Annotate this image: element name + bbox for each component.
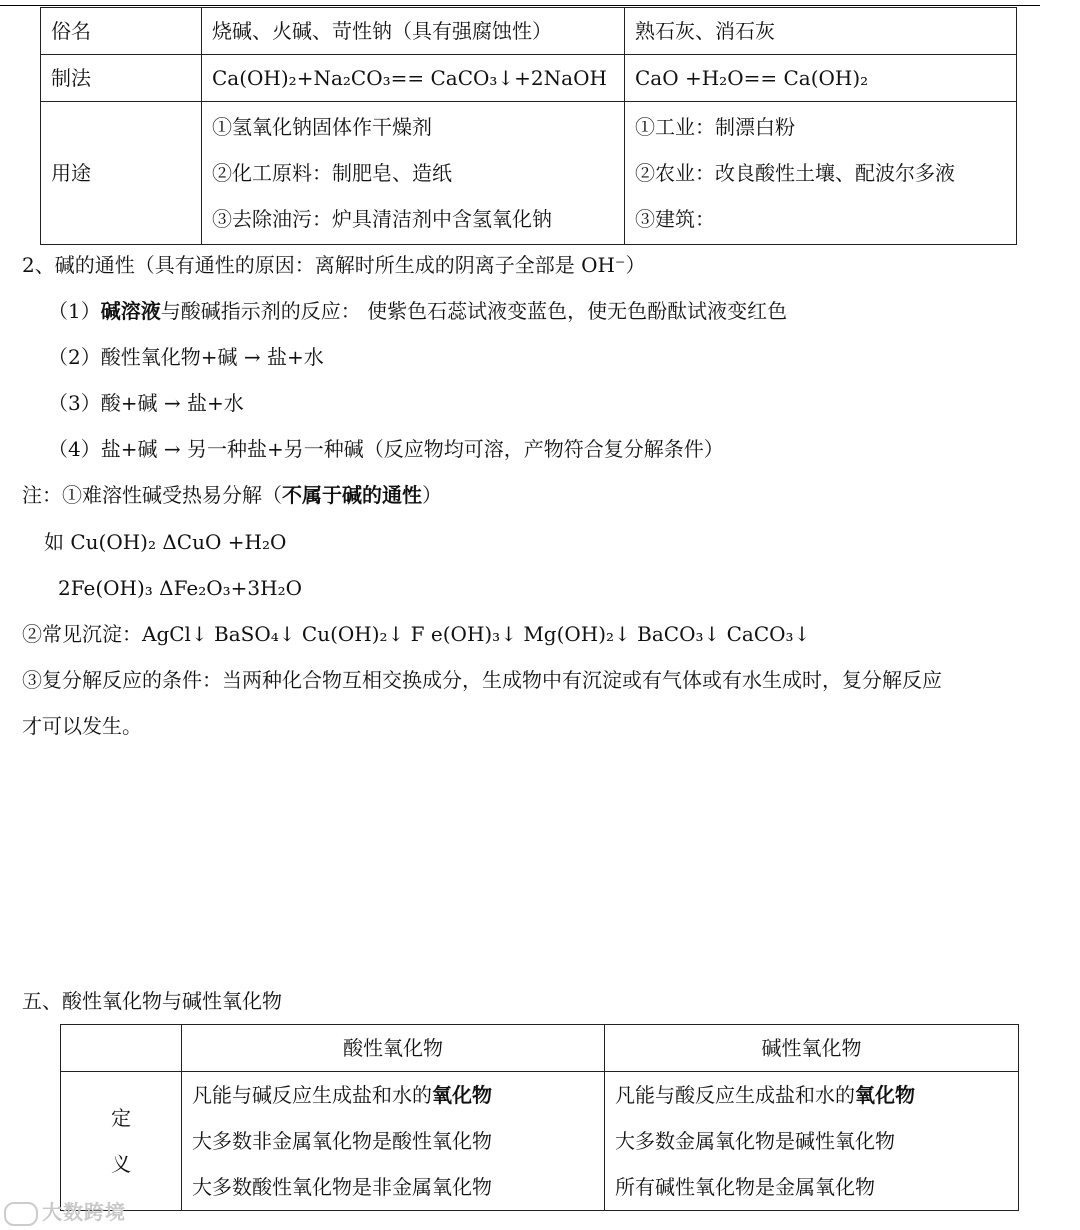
- oxides-table: [60, 1024, 1019, 1211]
- bold-term: 不属于碱的通性: [282, 483, 422, 507]
- list-item: 大多数金属氧化物是碱性氧化物: [615, 1129, 895, 1153]
- list-item: ③去除油污：炉具清洁剂中含氢氧化钠: [212, 207, 552, 231]
- equation-1: 如 Cu(OH)₂ ΔCuO +H₂O: [44, 530, 287, 554]
- row-label: 俗名: [41, 8, 202, 55]
- caoh2-uses: [625, 102, 1017, 245]
- note-3-line-1: ③复分解反应的条件：当两种化合物互相交换成分，生成物中有沉淀或有气体或有水生成时，复分解反应: [22, 668, 942, 692]
- basic-oxide-definition: [605, 1072, 1019, 1211]
- table-row: [41, 102, 1017, 245]
- property-item-3: （3）酸+碱 → 盐+水: [48, 391, 244, 415]
- property-item-2: （2）酸性氧化物+碱 → 盐+水: [48, 345, 324, 369]
- row-label-char: 义: [111, 1152, 131, 1176]
- list-item: ②农业：改良酸性土壤、配波尔多液: [635, 161, 955, 185]
- row-label: 制法: [41, 55, 202, 102]
- watermark: [4, 1196, 126, 1226]
- property-item-1: [48, 296, 787, 326]
- definition-text: 凡能与碱反应生成盐和水的: [192, 1083, 432, 1107]
- note-3-line-2: 才可以发生。: [22, 714, 142, 738]
- note-text: 注：①难溶性碱受热易分解（: [22, 483, 282, 507]
- note-2: ②常见沉淀：AgCl↓ BaSO₄↓ Cu(OH)₂↓ F e(OH)₃↓ Mg(OH)₂↓ BaCO₃↓ CaCO₃↓: [22, 622, 811, 646]
- watermark-text: 大数跨境: [42, 1200, 126, 1224]
- definition-text: 凡能与酸反应生成盐和水的: [615, 1083, 855, 1107]
- row-label: [61, 1072, 182, 1211]
- empty-header-cell: [61, 1025, 182, 1072]
- table-row: [41, 55, 1017, 102]
- bold-term: 碱溶液: [100, 299, 161, 323]
- row-label-char: 定: [111, 1106, 131, 1130]
- equation-2: 2Fe(OH)₃ ΔFe₂O₃+3H₂O: [58, 576, 302, 600]
- list-item: [615, 1072, 1008, 1118]
- list-item: ②化工原料：制肥皂、造纸: [212, 161, 452, 185]
- list-item: 大多数酸性氧化物是非金属氧化物: [192, 1175, 492, 1199]
- list-item: ①氢氧化钠固体作干燥剂: [212, 115, 432, 139]
- table-row: [41, 8, 1017, 55]
- bases-table: [40, 7, 1017, 245]
- note-text: ）: [422, 483, 442, 507]
- watermark-logo-icon: [4, 1202, 38, 1226]
- top-rule: [0, 5, 1040, 6]
- list-item: 所有碱性氧化物是金属氧化物: [615, 1175, 875, 1199]
- row-label: 用途: [41, 102, 202, 245]
- section-heading: 五、酸性氧化物与碱性氧化物: [22, 989, 282, 1013]
- item-prefix: （1）: [48, 299, 101, 323]
- acidic-oxide-definition: [182, 1072, 605, 1211]
- section-heading: 2、碱的通性（具有通性的原因：离解时所生成的阴离子全部是 OH⁻）: [22, 253, 646, 277]
- caoh2-common-name: 熟石灰、消石灰: [625, 8, 1017, 55]
- list-item: ①工业：制漂白粉: [635, 115, 795, 139]
- bold-term: 氧化物: [855, 1083, 915, 1107]
- column-header: 碱性氧化物: [605, 1025, 1019, 1072]
- note-1: [22, 480, 442, 510]
- list-item: [192, 1072, 594, 1118]
- naoh-common-name: 烧碱、火碱、苛性钠（具有强腐蚀性）: [202, 8, 625, 55]
- bold-term: 氧化物: [432, 1083, 492, 1107]
- naoh-preparation: Ca(OH)₂+Na₂CO₃== CaCO₃↓+2NaOH: [202, 55, 625, 102]
- list-item: 大多数非金属氧化物是酸性氧化物: [192, 1129, 492, 1153]
- property-item-4: （4）盐+碱 → 另一种盐+另一种碱（反应物均可溶，产物符合复分解条件）: [48, 437, 724, 461]
- naoh-uses: [202, 102, 625, 245]
- item-text: 与酸碱指示剂的反应： 使紫色石蕊试液变蓝色，使无色酚酞试液变红色: [160, 299, 788, 323]
- table-row: [61, 1072, 1019, 1211]
- column-header: 酸性氧化物: [182, 1025, 605, 1072]
- caoh2-preparation: CaO +H₂O== Ca(OH)₂: [625, 55, 1017, 102]
- list-item: ③建筑：: [635, 207, 715, 231]
- table-header-row: [61, 1025, 1019, 1072]
